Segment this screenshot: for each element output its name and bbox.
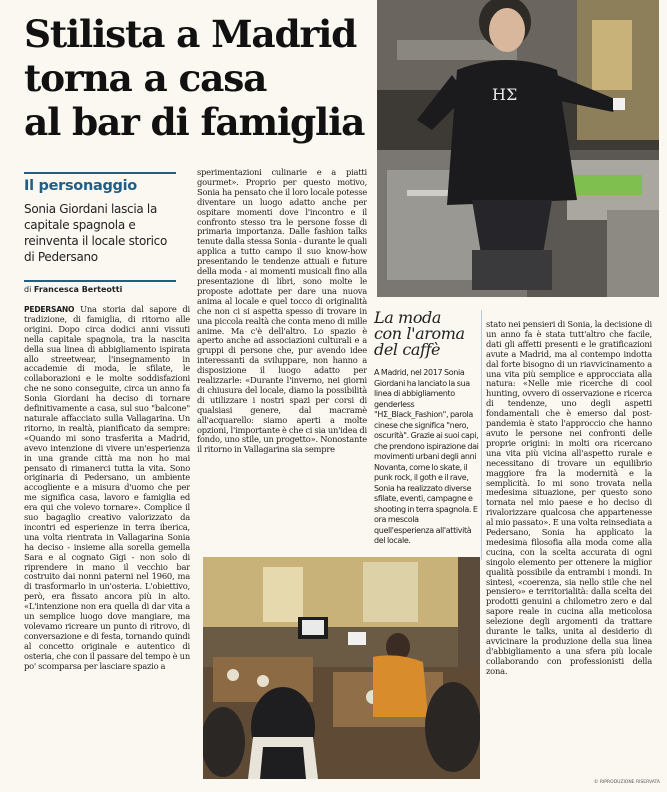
column-2-text: sperimentazioni culinarie e a piatti gourmet». Proprio per questo motivo, Sonia ha pensato che il loro locale potesse diventare un luogo adatto anche per ospitare momenti dove l'incontro e il confronto stesso tra le persone fosse di primaria importanza. Dalle fashion talks tenute dalla stessa Sonia - durante le quali applica a tutto campo il suo know-how presentando le tendenze attuali e future della moda - ai momenti musicali fino alla presentazione di libri, sono molte le proposte adottate per dare una nuova anima al locale e quel tocco di originalità che non ci si aspetta spesso di trovare in una piccola realtà che conta meno di mille anime. Ma c'è dell'altro. Lo spazio è aperto anche ad associazioni culturali e a gruppi di persone che, pur avendo idee interessanti da sviluppare, non hanno a disposizione il luogo adatto per realizzarle: «Durante l'inverno, nei giorni di chiusura del locale, diamo la possibilità di utilizzare i nostri spazi per corsi di qualsiasi genere, dal macramè all'acquarello: siamo aperti a molte opzioni, l'importante è che ci sia un'idea di fondo, uno stile, un progetto». Nonostante il ritorno in Vallagarina sia sempre: [197, 168, 367, 455]
photo-icon: [203, 557, 480, 779]
copyright-credit: © RIPRODUZIONE RISERVATA: [593, 780, 660, 785]
article-column-2: [197, 168, 367, 558]
column-3-text: stato nei pensieri di Sonia, la decisione di un anno fa è stata tutt'altro che facile, dati gli affetti presenti e le gratificazioni avute a Madrid, ma al contempo indotta dal forte bisogno di un riavvicinamento a una vita più semplice e approcciata alla natura: «Nelle mie ricerche di cool hunting, ovvero di osservazione e ricerca di tendenze, uno degli aspetti fondamentali che è emerso dal post-pandemia è stato l'approccio che hanno avuto le persone nei confronti delle proprie origini: in molti ora ricercano una vita più vicina all'aspetto rurale e necessitano di trovare un equilibrio maggiore fra la modernità e la semplicità. Io mi sono trovata nella medesima situazione, per questo sono tornata nel mio paese e ho deciso di rivalorizzare qualcosa che appartenesse al mio passato». E una volta reinsediata a Pedersano, Sonia ha applicato la medesima filosofia alla moda come alla cucina, con la scelta accurata di ogni singolo elemento per ottenere la miglior qualità possibile da entrambi i mondi. In sintesi, «coerenza, sia nello stile che nel pensiero» e territorialità: dalla scelta dei prodotti genuini a chilometro zero e dal sapore reale in cucina alla meticolosa selezione degli argomenti da trattare durante le talks, unita al desiderio di avvicinare la produzione della sua linea d'abbigliamento a una sfera più locale collaborando con professionisti della zona.: [486, 320, 652, 676]
sidebar-box-text: A Madrid, nel 2017 Sonia Giordani ha lanciato la sua linea di abbigliamento genderless "HΣ_Black_Fashion", parola cinese che significa "nero, oscurità". Grazie ai suoi capi, che prendono ispirazione dai movimenti urbani degli anni Novanta, come lo skate, il punk rock, il goth e il rave, Sonia ha realizzato diverse sfilate, eventi, campagne e shooting in terra spagnola. E ora mescola quell'esperienza all'attività del locale.: [374, 368, 479, 545]
author: Francesca Berteotti: [33, 285, 123, 294]
sidebar-divider: [481, 310, 482, 560]
byline-prefix: di: [24, 285, 32, 294]
article-column-3: [486, 320, 652, 775]
kicker: Il personaggio: [24, 178, 137, 194]
column-1-text: Una storia dal sapore di tradizione, di famiglia, di ritorno alle origini. Dopo circa dodici anni vissuti nella capitale spagnola, tra la nascita della sua linea di abbigliamento ispirata allo streetwear, l'insegnamento in accademie di moda, le sfilate, le collaborazioni e le molte soddisfazioni che ne sono conseguite, circa un anno fa Sonia Giordani ha deciso di tornare definitivamente a casa, sul suo "balcone" naturale affacciato sulla Vallagarina. Un ritorno, in realtà, pianificato da sempre: «Quando mi sono trasferita a Madrid, avevo intenzione di vivere un'esperienza in una grande città ma non ho mai pensato di rimanerci tutta la vita. Sono originaria di Pedersano, un ambiente accogliente e a misura d'uomo che per me significa casa, lavoro e famiglia ed era qui che volevo tornare». Complice il suo bagaglio creativo valorizzato da incontri ed esperienze in terra iberica, una volta rientrata in Vallagarina Sonia ha deciso - insieme alla sorella gemella Sara e al cognato Gigi - non solo di riprendere in mano il vecchio bar costruito dai nonni paterni nel 1960, ma di trasformarlo in un'osteria. L'obiettivo, però, era fissato ancora più in alto. «L'intenzione non era quella di dar vita a un semplice luogo dove mangiare, ma volevamo ricreare un punto di ritrovo, di conversazione e di festa, tornando quindi al concetto originale e autentico di osteria, che con il passare del tempo è un po' scomparsa per lasciare spazio a: [24, 305, 190, 671]
sweater-print: HΣ: [492, 85, 518, 104]
photo-icon: [377, 0, 659, 297]
dateline: PEDERSANO: [24, 305, 75, 314]
sidebar-box-title: [374, 310, 480, 358]
byline: [24, 285, 184, 295]
sidebar-box-title-line-1: La moda: [374, 308, 442, 327]
sidebar-box: [374, 310, 480, 547]
photo-bottom: [203, 557, 480, 779]
headline: [24, 12, 369, 144]
kicker-rule: [24, 172, 176, 174]
subhead: Sonia Giordani lascia la capitale spagnola e reinventa il locale storico di Pedersano: [24, 202, 168, 264]
photo-top: [377, 0, 659, 297]
sidebar-box-title-line-3: del caffè: [374, 340, 441, 359]
sidebar-box-title-line-2: con l'aroma: [374, 324, 465, 343]
byline-rule: [24, 280, 176, 282]
article-column-1: [24, 305, 190, 781]
headline-line-3: al bar di famiglia: [24, 100, 365, 144]
headline-line-1: Stilista a Madrid: [24, 12, 357, 56]
kicker-block: [24, 172, 176, 196]
headline-line-2: torna a casa: [24, 56, 267, 100]
